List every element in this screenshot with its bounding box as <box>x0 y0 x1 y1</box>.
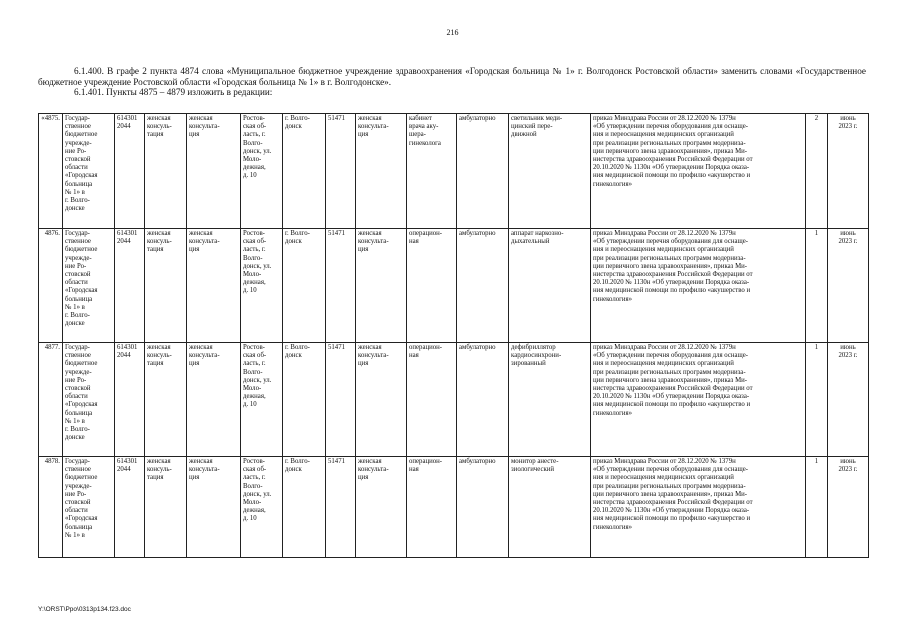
equipment-table <box>38 113 869 558</box>
file-path-footer: Y:\ORST\Ppo\0313p134.f23.doc <box>38 606 131 613</box>
address-cell: Ростов- ская об- ласть, г. Волго- донск, ул. Моло- дежная, д. 10 <box>241 457 283 558</box>
room-cell: операцион- ная <box>407 343 457 457</box>
city-cell: г. Волго- донск <box>283 343 326 457</box>
row-number: «4875. <box>39 114 63 229</box>
code-cell: 614301 2044 <box>115 343 145 457</box>
okpo-cell: 51471 <box>326 343 356 457</box>
okpo-cell: 51471 <box>326 114 356 229</box>
equipment-cell: дефибриллятор кардиосинхрони- зированный <box>509 343 591 457</box>
table-row <box>39 114 869 229</box>
equipment-cell: светильник меди- цинский пере- движной <box>509 114 591 229</box>
facility-type-cell: женская консуль- тация <box>145 343 187 457</box>
intro-text <box>38 66 866 98</box>
care-type-cell: амбулаторно <box>457 457 509 558</box>
quantity-cell: 1 <box>806 457 828 558</box>
facility-name-cell: женская консульта- ция <box>187 114 241 229</box>
care-type-cell: амбулаторно <box>457 343 509 457</box>
equipment-cell: монитор анесте- зиологический <box>509 457 591 558</box>
room-cell: операцион- ная <box>407 457 457 558</box>
care-type-cell: амбулаторно <box>457 114 509 229</box>
facility-name-cell: женская консульта- ция <box>187 457 241 558</box>
city-cell: г. Волго- донск <box>283 229 326 343</box>
row-number: 4877. <box>39 343 63 457</box>
unit-cell: женская консульта- ция <box>356 343 407 457</box>
date-cell: июнь 2023 г. <box>828 457 869 558</box>
page-number: 216 <box>446 28 459 37</box>
basis-cell: приказ Минздрава России от 28.12.2020 № 1379н «Об утверждении перечня оборудования для оснаще- ния и переоснащения медицинских организаций при реализации региональных программ модерниза- ции первичного звена здравоохранения», приказ Ми- нистерства здравоохранения Российской Федерации от 20.10.2020 № 1130н «Об утверждении Порядка оказа- ния медицинской помощи по профилю «акушерство и гинекология» <box>591 457 806 558</box>
facility-name-cell: женская консульта- ция <box>187 229 241 343</box>
code-cell: 614301 2044 <box>115 457 145 558</box>
address-cell: Ростов- ская об- ласть, г. Волго- донск, ул. Моло- дежная, д. 10 <box>241 229 283 343</box>
unit-cell: женская консульта- ция <box>356 457 407 558</box>
facility-type-cell: женская консуль- тация <box>145 114 187 229</box>
okpo-cell: 51471 <box>326 229 356 343</box>
code-cell: 614301 2044 <box>115 114 145 229</box>
facility-type-cell: женская консуль- тация <box>145 457 187 558</box>
facility-name-cell: женская консульта- ция <box>187 343 241 457</box>
quantity-cell: 1 <box>806 343 828 457</box>
basis-cell: приказ Минздрава России от 28.12.2020 № 1379н «Об утверждении перечня оборудования для оснаще- ния и переоснащения медицинских организаций при реализации региональных программ модерниза- ции первичного звена здравоохранения», приказ Ми- нистерства здравоохранения Российской Федерации от 20.10.2020 № 1130н «Об утверждении Порядка оказа- ния медицинской помощи по профилю «акушерство и гинекология» <box>591 114 806 229</box>
organization-cell: Государ- ственное бюджетное учрежде- ние Ро- стовской области «Городская больница № 1» в г. Волго- донске <box>63 343 115 457</box>
room-cell: операцион- ная <box>407 229 457 343</box>
organization-cell: Государ- ственное бюджетное учрежде- ние Ро- стовской области «Городская больница № 1» в г. Волго- донске <box>63 229 115 343</box>
facility-type-cell: женская консуль- тация <box>145 229 187 343</box>
city-cell: г. Волго- донск <box>283 457 326 558</box>
city-cell: г. Волго- донск <box>283 114 326 229</box>
quantity-cell: 2 <box>806 114 828 229</box>
care-type-cell: амбулаторно <box>457 229 509 343</box>
address-cell: Ростов- ская об- ласть, г. Волго- донск, ул. Моло- дежная, д. 10 <box>241 114 283 229</box>
basis-cell: приказ Минздрава России от 28.12.2020 № 1379н «Об утверждении перечня оборудования для оснаще- ния и переоснащения медицинских организаций при реализации региональных программ модерниза- ции первичного звена здравоохранения», приказ Ми- нистерства здравоохранения Российской Федерации от 20.10.2020 № 1130н «Об утверждении Порядка оказа- ния медицинской помощи по профилю «акушерство и гинекология» <box>591 229 806 343</box>
organization-cell: Государ- ственное бюджетное учрежде- ние Ро- стовской области «Городская больница № 1» в <box>63 457 115 558</box>
table-row <box>39 457 869 558</box>
room-cell: кабинет врача аку- шера- гинеколога <box>407 114 457 229</box>
intro-paragraph-2: 6.1.401. Пункты 4875 – 4879 изложить в редакции: <box>74 87 273 98</box>
organization-cell: Государ- ственное бюджетное учрежде- ние Ро- стовской области «Городская больница № 1» в г. Волго- донске <box>63 114 115 229</box>
table-row <box>39 343 869 457</box>
equipment-cell: аппарат наркозно- дыхательный <box>509 229 591 343</box>
okpo-cell: 51471 <box>326 457 356 558</box>
code-cell: 614301 2044 <box>115 229 145 343</box>
date-cell: июнь 2023 г. <box>828 114 869 229</box>
basis-cell: приказ Минздрава России от 28.12.2020 № 1379н «Об утверждении перечня оборудования для оснаще- ния и переоснащения медицинских организаций при реализации региональных программ модерниза- ции первичного звена здравоохранения», приказ Ми- нистерства здравоохранения Российской Федерации от 20.10.2020 № 1130н «Об утверждении Порядка оказа- ния медицинской помощи по профилю «акушерство и гинекология» <box>591 343 806 457</box>
intro-paragraph-1: 6.1.400. В графе 2 пункта 4874 слова «Муниципальное бюджетное учреждение здравоохранения «Городская больница № 1» г. Волгодонск Ростовской области» заменить словами «Государственное бюджетное учреждение Ростовской области «Городская больница № 1» в г. Волгодонске». <box>38 66 866 87</box>
unit-cell: женская консульта- ция <box>356 229 407 343</box>
address-cell: Ростов- ская об- ласть, г. Волго- донск, ул. Моло- дежная, д. 10 <box>241 343 283 457</box>
date-cell: июнь 2023 г. <box>828 229 869 343</box>
row-number: 4876. <box>39 229 63 343</box>
row-number: 4878. <box>39 457 63 558</box>
unit-cell: женская консульта- ция <box>356 114 407 229</box>
table-row <box>39 229 869 343</box>
quantity-cell: 1 <box>806 229 828 343</box>
date-cell: июнь 2023 г. <box>828 343 869 457</box>
